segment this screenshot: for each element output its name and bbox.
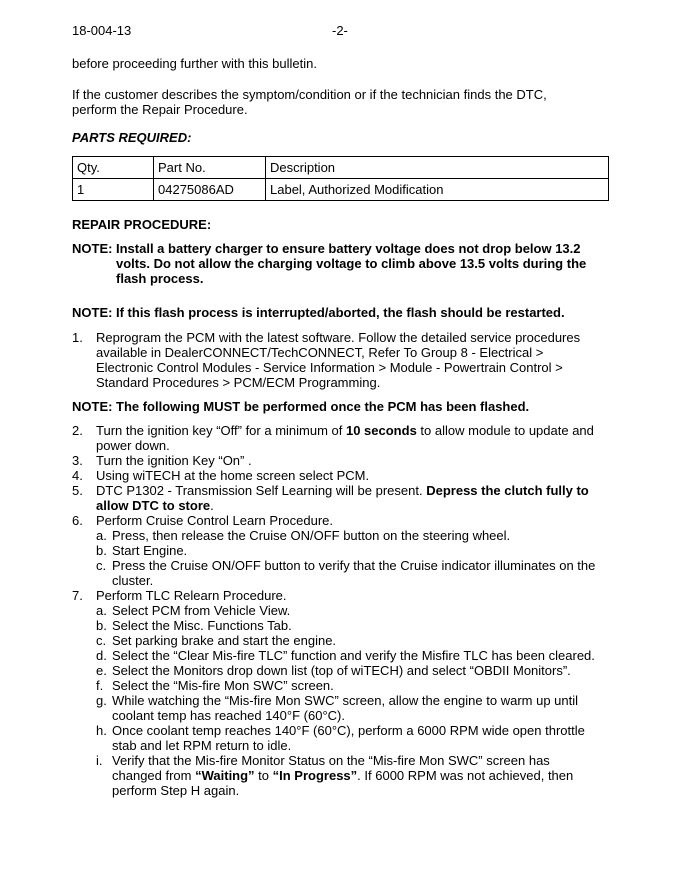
substep-letter: e.: [96, 663, 107, 678]
substep-text-line: cluster.: [112, 573, 154, 588]
substep-letter: d.: [96, 648, 107, 663]
substep-text-line: [112, 768, 573, 783]
substep-letter: g.: [96, 693, 107, 708]
substep-letter: h.: [96, 723, 107, 738]
substep-text-line: Press the Cruise ON/OFF button to verify that the Cruise indicator illuminates on the: [112, 558, 596, 573]
step-number: 3.: [72, 453, 83, 468]
substep-text-line: Start Engine.: [112, 543, 188, 558]
substep-text-line: Select the “Mis-fire Mon SWC” screen.: [112, 678, 334, 693]
page-number: -2-: [332, 23, 348, 38]
substep-letter: c.: [96, 558, 107, 573]
note-label: NOTE:: [72, 241, 113, 256]
substep-text-line: coolant temp has reached 140°F (60°C).: [112, 708, 345, 723]
substep-letter: c.: [96, 633, 107, 648]
intro-line: before proceeding further with this bulletin.: [72, 56, 317, 71]
substep-text-line: stab and let RPM return to idle.: [112, 738, 292, 753]
table-header-cell: Qty.: [73, 157, 154, 179]
table-cell: 04275086AD: [154, 179, 266, 201]
note-text-line: Install a battery charger to ensure battery voltage does not drop below 13.2: [116, 241, 581, 256]
step-text-line: Reprogram the PCM with the latest software. Follow the detailed service procedures: [96, 330, 581, 345]
step-text-segment: changed from: [112, 768, 196, 783]
emphasis-text: allow DTC to store: [96, 498, 211, 513]
step-text-line: [96, 423, 594, 438]
table-cell: 1: [73, 179, 154, 201]
step-text-line: [96, 498, 214, 513]
step-text-line: power down.: [96, 438, 170, 453]
parts-table: [72, 156, 609, 201]
step-text-line: Perform Cruise Control Learn Procedure.: [96, 513, 333, 528]
substep-letter: b.: [96, 618, 107, 633]
step-text-segment: DTC P1302 - Transmission Self Learning will be present.: [96, 483, 427, 498]
step-number: 6.: [72, 513, 83, 528]
repair-procedure-heading: REPAIR PROCEDURE:: [72, 217, 212, 232]
note-text-line: volts. Do not allow the charging voltage to climb above 13.5 volts during the: [116, 256, 587, 271]
substep-text-line: Once coolant temp reaches 140°F (60°C), perform a 6000 RPM wide open throttle: [112, 723, 585, 738]
table-header-cell: Part No.: [154, 157, 266, 179]
step-text-line: Perform TLC Relearn Procedure.: [96, 588, 287, 603]
substep-text-line: Select the Misc. Functions Tab.: [112, 618, 292, 633]
substep-text-line: Select PCM from Vehicle View.: [112, 603, 291, 618]
table-header-cell: Description: [266, 157, 609, 179]
step-number: 2.: [72, 423, 83, 438]
parts-required-heading: PARTS REQUIRED:: [72, 130, 192, 145]
substep-text-line: Press, then release the Cruise ON/OFF button on the steering wheel.: [112, 528, 511, 543]
step-text-line: Standard Procedures > PCM/ECM Programming.: [96, 375, 381, 390]
substep-letter: b.: [96, 543, 107, 558]
step-text-line: Electronic Control Modules - Service Information > Module - Powertrain Control >: [96, 360, 563, 375]
note-label: NOTE:: [72, 305, 113, 320]
step-text-line: Using wiTECH at the home screen select PCM.: [96, 468, 370, 483]
substep-letter: f.: [96, 678, 104, 693]
step-text-segment: .: [210, 498, 214, 513]
note-text-line: flash process.: [116, 271, 204, 286]
step-number: 1.: [72, 330, 83, 345]
step-text-line: available in DealerCONNECT/TechCONNECT, Refer To Group 8 - Electrical >: [96, 345, 544, 360]
emphasis-text: 10 seconds: [345, 423, 417, 438]
table-header-row: [73, 157, 609, 179]
emphasis-text: Depress the clutch fully to: [426, 483, 589, 498]
substep-text-line: Select the “Clear Mis-fire TLC” function and verify the Misfire TLC has been cleared.: [112, 648, 595, 663]
emphasis-text: “Waiting”: [195, 768, 255, 783]
substep-letter: a.: [96, 603, 107, 618]
note-text-line: The following MUST be performed once the PCM has been flashed.: [116, 399, 530, 414]
substep-text-line: perform Step H again.: [112, 783, 240, 798]
step-number: 5.: [72, 483, 83, 498]
step-text-segment: Turn the ignition key “Off” for a minimum of: [96, 423, 346, 438]
step-number: 4.: [72, 468, 83, 483]
intro-paragraph-line: If the customer describes the symptom/condition or if the technician finds the DTC,: [72, 87, 547, 102]
table-cell: Label, Authorized Modification: [266, 179, 609, 201]
step-text-segment: to: [254, 768, 273, 783]
substep-text-line: Set parking brake and start the engine.: [112, 633, 337, 648]
document-number: 18-004-13: [72, 23, 132, 38]
step-text-segment: to allow module to update and: [416, 423, 594, 438]
step-number: 7.: [72, 588, 83, 603]
substep-text-line: Verify that the Mis-fire Monitor Status on the “Mis-fire Mon SWC” screen has: [112, 753, 550, 768]
intro-paragraph-line: perform the Repair Procedure.: [72, 102, 248, 117]
substep-letter: i.: [96, 753, 103, 768]
step-text-segment: . If 6000 RPM was not achieved, then: [357, 768, 574, 783]
step-text-line: Turn the ignition Key “On” .: [96, 453, 252, 468]
step-text-line: [96, 483, 589, 498]
emphasis-text: “In Progress”: [272, 768, 358, 783]
note-label: NOTE:: [72, 399, 113, 414]
note-text-line: If this flash process is interrupted/aborted, the flash should be restarted.: [116, 305, 565, 320]
substep-text-line: While watching the “Mis-fire Mon SWC” screen, allow the engine to warm up until: [112, 693, 579, 708]
substep-text-line: Select the Monitors drop down list (top of wiTECH) and select “OBDII Monitors”.: [112, 663, 571, 678]
table-row: [73, 179, 609, 201]
substep-letter: a.: [96, 528, 107, 543]
